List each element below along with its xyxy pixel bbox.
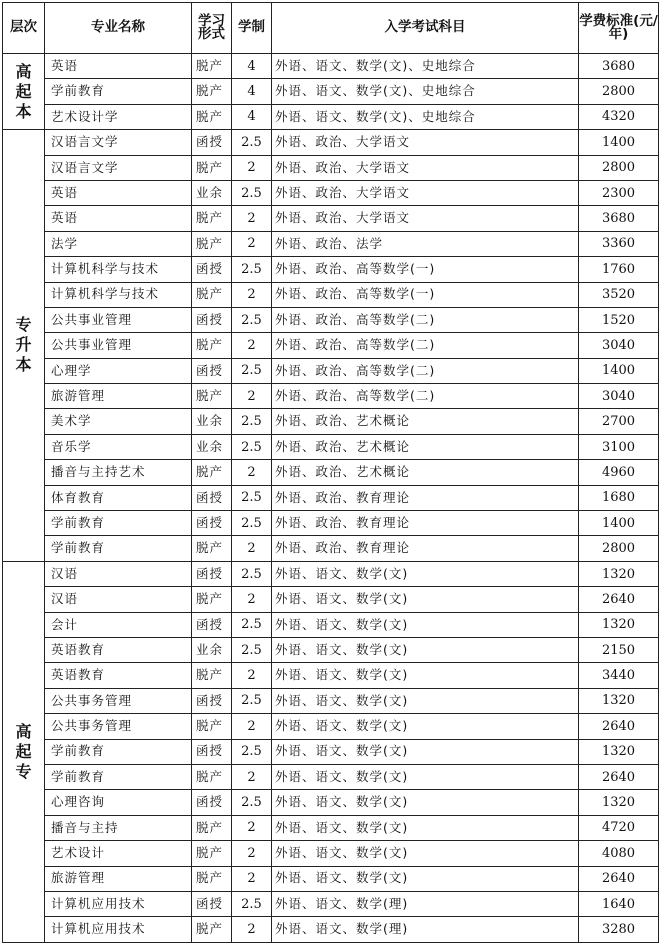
fee-cell: 1400 [579, 511, 659, 536]
fee-cell: 3040 [579, 333, 659, 358]
major-cell: 旅游管理 [45, 384, 192, 409]
exam-subjects-cell: 外语、语文、数学(文) [272, 815, 579, 840]
table-row [3, 409, 659, 434]
table-row [3, 333, 659, 358]
exam-subjects-cell: 外语、政治、大学语文 [272, 130, 579, 155]
study-mode-cell: 脱产 [192, 587, 232, 612]
exam-subjects-cell: 外语、政治、艺术概论 [272, 434, 579, 459]
exam-subjects-cell: 外语、语文、数学(文) [272, 587, 579, 612]
years-cell: 4 [232, 54, 272, 79]
years-cell: 2 [232, 663, 272, 688]
level-label: 专升本 [15, 315, 32, 375]
years-cell: 2.5 [232, 561, 272, 586]
table-row [3, 637, 659, 662]
major-cell: 音乐学 [45, 434, 192, 459]
table-row [3, 739, 659, 764]
table-row [3, 587, 659, 612]
years-cell: 2.5 [232, 307, 272, 332]
major-cell: 公共事务管理 [45, 714, 192, 739]
major-cell: 心理学 [45, 358, 192, 383]
fee-cell: 1320 [579, 739, 659, 764]
study-mode-cell: 脱产 [192, 282, 232, 307]
table-row [3, 790, 659, 815]
fee-cell: 2150 [579, 637, 659, 662]
major-cell: 旅游管理 [45, 866, 192, 891]
study-mode-cell: 脱产 [192, 79, 232, 104]
years-cell: 2 [232, 536, 272, 561]
exam-subjects-cell: 外语、语文、数学(理) [272, 891, 579, 916]
study-mode-cell: 函授 [192, 358, 232, 383]
major-cell: 英语教育 [45, 637, 192, 662]
exam-subjects-cell: 外语、语文、数学(文) [272, 637, 579, 662]
major-cell: 计算机应用技术 [45, 917, 192, 942]
table-row [3, 764, 659, 789]
years-cell: 2 [232, 587, 272, 612]
table-body [3, 54, 659, 943]
study-mode-cell: 脱产 [192, 917, 232, 942]
fee-cell: 2800 [579, 155, 659, 180]
exam-subjects-cell: 外语、语文、数学(文) [272, 688, 579, 713]
years-cell: 2.5 [232, 130, 272, 155]
study-mode-cell: 脱产 [192, 536, 232, 561]
years-cell: 2.5 [232, 739, 272, 764]
study-mode-cell: 脱产 [192, 460, 232, 485]
study-mode-cell: 脱产 [192, 866, 232, 891]
study-mode-cell: 业余 [192, 434, 232, 459]
years-cell: 2 [232, 384, 272, 409]
table-row [3, 104, 659, 129]
level-cell [3, 54, 45, 130]
table-row [3, 282, 659, 307]
fee-cell: 2640 [579, 714, 659, 739]
fee-cell: 3280 [579, 917, 659, 942]
table-row [3, 358, 659, 383]
study-mode-cell: 业余 [192, 180, 232, 205]
study-mode-cell: 脱产 [192, 384, 232, 409]
study-mode-cell: 脱产 [192, 815, 232, 840]
fee-cell: 2700 [579, 409, 659, 434]
years-cell: 2.5 [232, 790, 272, 815]
years-cell: 2 [232, 282, 272, 307]
study-mode-cell: 业余 [192, 409, 232, 434]
fee-cell: 4080 [579, 841, 659, 866]
exam-subjects-cell: 外语、语文、数学(文)、史地综合 [272, 54, 579, 79]
table-row [3, 917, 659, 942]
years-cell: 2.5 [232, 434, 272, 459]
tuition-table [2, 2, 659, 943]
table-row [3, 688, 659, 713]
header-row [3, 3, 659, 54]
table-row [3, 460, 659, 485]
table-row [3, 384, 659, 409]
fee-cell: 3040 [579, 384, 659, 409]
study-mode-cell: 函授 [192, 739, 232, 764]
exam-subjects-cell: 外语、政治、大学语文 [272, 180, 579, 205]
fee-cell: 2800 [579, 536, 659, 561]
fee-cell: 1320 [579, 561, 659, 586]
exam-subjects-cell: 外语、政治、大学语文 [272, 155, 579, 180]
exam-subjects-cell: 外语、语文、数学(文) [272, 739, 579, 764]
major-cell: 公共事业管理 [45, 307, 192, 332]
study-mode-cell: 脱产 [192, 104, 232, 129]
major-cell: 美术学 [45, 409, 192, 434]
years-cell: 2.5 [232, 180, 272, 205]
fee-cell: 1400 [579, 358, 659, 383]
table-row [3, 663, 659, 688]
fee-cell: 3100 [579, 434, 659, 459]
exam-subjects-cell: 外语、政治、艺术概论 [272, 460, 579, 485]
study-mode-cell: 函授 [192, 485, 232, 510]
table-row [3, 307, 659, 332]
study-mode-cell: 脱产 [192, 764, 232, 789]
exam-subjects-cell: 外语、语文、数学(文) [272, 841, 579, 866]
major-cell: 汉语言文学 [45, 130, 192, 155]
table-row [3, 714, 659, 739]
major-cell: 学前教育 [45, 764, 192, 789]
major-cell: 英语 [45, 206, 192, 231]
major-cell: 汉语言文学 [45, 155, 192, 180]
years-cell: 2.5 [232, 688, 272, 713]
years-cell: 2.5 [232, 637, 272, 662]
fee-cell: 3520 [579, 282, 659, 307]
years-cell: 2.5 [232, 891, 272, 916]
major-cell: 艺术设计学 [45, 104, 192, 129]
years-cell: 2 [232, 231, 272, 256]
years-cell: 4 [232, 79, 272, 104]
years-cell: 2 [232, 206, 272, 231]
fee-cell: 1400 [579, 130, 659, 155]
study-mode-cell: 函授 [192, 790, 232, 815]
major-cell: 汉语 [45, 561, 192, 586]
years-cell: 2.5 [232, 358, 272, 383]
fee-cell: 2800 [579, 79, 659, 104]
years-cell: 2.5 [232, 511, 272, 536]
table-row [3, 231, 659, 256]
exam-subjects-cell: 外语、政治、高等数学(二) [272, 384, 579, 409]
fee-cell: 3680 [579, 54, 659, 79]
years-cell: 2 [232, 714, 272, 739]
years-cell: 4 [232, 104, 272, 129]
major-cell: 英语 [45, 180, 192, 205]
table-row [3, 257, 659, 282]
study-mode-cell: 脱产 [192, 663, 232, 688]
years-cell: 2 [232, 841, 272, 866]
exam-subjects-cell: 外语、语文、数学(文) [272, 764, 579, 789]
table-row [3, 54, 659, 79]
header-years: 学制 [232, 3, 272, 54]
study-mode-cell: 函授 [192, 257, 232, 282]
table-row [3, 866, 659, 891]
fee-cell: 1320 [579, 790, 659, 815]
major-cell: 学前教育 [45, 536, 192, 561]
fee-cell: 1320 [579, 688, 659, 713]
major-cell: 计算机应用技术 [45, 891, 192, 916]
fee-cell: 1520 [579, 307, 659, 332]
study-mode-cell: 脱产 [192, 714, 232, 739]
level-cell [3, 130, 45, 562]
study-mode-cell: 脱产 [192, 155, 232, 180]
exam-subjects-cell: 外语、语文、数学(文)、史地综合 [272, 79, 579, 104]
major-cell: 汉语 [45, 587, 192, 612]
years-cell: 2.5 [232, 409, 272, 434]
exam-subjects-cell: 外语、语文、数学(文) [272, 790, 579, 815]
fee-cell: 4720 [579, 815, 659, 840]
header-study-mode: 学习形式 [192, 3, 232, 54]
table-row [3, 536, 659, 561]
study-mode-cell: 业余 [192, 637, 232, 662]
header-major: 专业名称 [45, 3, 192, 54]
study-mode-cell: 函授 [192, 511, 232, 536]
exam-subjects-cell: 外语、政治、教育理论 [272, 485, 579, 510]
major-cell: 公共事务管理 [45, 688, 192, 713]
exam-subjects-cell: 外语、政治、大学语文 [272, 206, 579, 231]
table-row [3, 841, 659, 866]
level-label: 高起本 [15, 61, 32, 121]
fee-cell: 3440 [579, 663, 659, 688]
table-row [3, 434, 659, 459]
years-cell: 2 [232, 155, 272, 180]
table-row [3, 561, 659, 586]
study-mode-cell: 函授 [192, 130, 232, 155]
table-row [3, 155, 659, 180]
fee-cell: 1760 [579, 257, 659, 282]
years-cell: 2 [232, 333, 272, 358]
exam-subjects-cell: 外语、政治、高等数学(二) [272, 358, 579, 383]
study-mode-cell: 函授 [192, 612, 232, 637]
table-row [3, 130, 659, 155]
major-cell: 播音与主持 [45, 815, 192, 840]
fee-cell: 4960 [579, 460, 659, 485]
fee-cell: 3680 [579, 206, 659, 231]
study-mode-cell: 脱产 [192, 206, 232, 231]
header-fee: 学费标准(元/年) [579, 3, 659, 54]
years-cell: 2 [232, 815, 272, 840]
years-cell: 2 [232, 764, 272, 789]
fee-cell: 4320 [579, 104, 659, 129]
exam-subjects-cell: 外语、政治、法学 [272, 231, 579, 256]
fee-cell: 2300 [579, 180, 659, 205]
major-cell: 英语教育 [45, 663, 192, 688]
table-row [3, 612, 659, 637]
table-row [3, 79, 659, 104]
exam-subjects-cell: 外语、政治、教育理论 [272, 511, 579, 536]
exam-subjects-cell: 外语、语文、数学(文) [272, 612, 579, 637]
table-row [3, 891, 659, 916]
exam-subjects-cell: 外语、语文、数学(理) [272, 917, 579, 942]
years-cell: 2 [232, 917, 272, 942]
table-row [3, 511, 659, 536]
major-cell: 会计 [45, 612, 192, 637]
fee-cell: 1640 [579, 891, 659, 916]
table-row [3, 180, 659, 205]
major-cell: 播音与主持艺术 [45, 460, 192, 485]
fee-cell: 2640 [579, 764, 659, 789]
major-cell: 公共事业管理 [45, 333, 192, 358]
exam-subjects-cell: 外语、政治、高等数学(一) [272, 257, 579, 282]
fee-cell: 1320 [579, 612, 659, 637]
exam-subjects-cell: 外语、语文、数学(文) [272, 663, 579, 688]
fee-cell: 2640 [579, 587, 659, 612]
table-row [3, 485, 659, 510]
years-cell: 2 [232, 460, 272, 485]
exam-subjects-cell: 外语、政治、教育理论 [272, 536, 579, 561]
exam-subjects-cell: 外语、政治、高等数学(一) [272, 282, 579, 307]
study-mode-cell: 函授 [192, 891, 232, 916]
table-row [3, 206, 659, 231]
exam-subjects-cell: 外语、语文、数学(文) [272, 866, 579, 891]
years-cell: 2.5 [232, 612, 272, 637]
major-cell: 英语 [45, 54, 192, 79]
study-mode-cell: 脱产 [192, 841, 232, 866]
table-row [3, 815, 659, 840]
exam-subjects-cell: 外语、政治、高等数学(二) [272, 333, 579, 358]
years-cell: 2.5 [232, 257, 272, 282]
study-mode-cell: 函授 [192, 688, 232, 713]
fee-cell: 1680 [579, 485, 659, 510]
major-cell: 艺术设计 [45, 841, 192, 866]
major-cell: 法学 [45, 231, 192, 256]
major-cell: 计算机科学与技术 [45, 257, 192, 282]
exam-subjects-cell: 外语、语文、数学(文) [272, 561, 579, 586]
study-mode-cell: 脱产 [192, 54, 232, 79]
major-cell: 计算机科学与技术 [45, 282, 192, 307]
header-level: 层次 [3, 3, 45, 54]
fee-cell: 2640 [579, 866, 659, 891]
exam-subjects-cell: 外语、政治、高等数学(二) [272, 307, 579, 332]
major-cell: 学前教育 [45, 739, 192, 764]
header-exam-subjects: 入学考试科目 [272, 3, 579, 54]
major-cell: 学前教育 [45, 511, 192, 536]
major-cell: 体育教育 [45, 485, 192, 510]
exam-subjects-cell: 外语、语文、数学(文)、史地综合 [272, 104, 579, 129]
years-cell: 2 [232, 866, 272, 891]
exam-subjects-cell: 外语、政治、艺术概论 [272, 409, 579, 434]
major-cell: 学前教育 [45, 79, 192, 104]
level-cell [3, 561, 45, 942]
study-mode-cell: 函授 [192, 307, 232, 332]
years-cell: 2.5 [232, 485, 272, 510]
study-mode-cell: 函授 [192, 561, 232, 586]
level-label: 高起专 [15, 721, 32, 781]
exam-subjects-cell: 外语、语文、数学(文) [272, 714, 579, 739]
study-mode-cell: 脱产 [192, 333, 232, 358]
study-mode-cell: 脱产 [192, 231, 232, 256]
major-cell: 心理咨询 [45, 790, 192, 815]
fee-cell: 3360 [579, 231, 659, 256]
